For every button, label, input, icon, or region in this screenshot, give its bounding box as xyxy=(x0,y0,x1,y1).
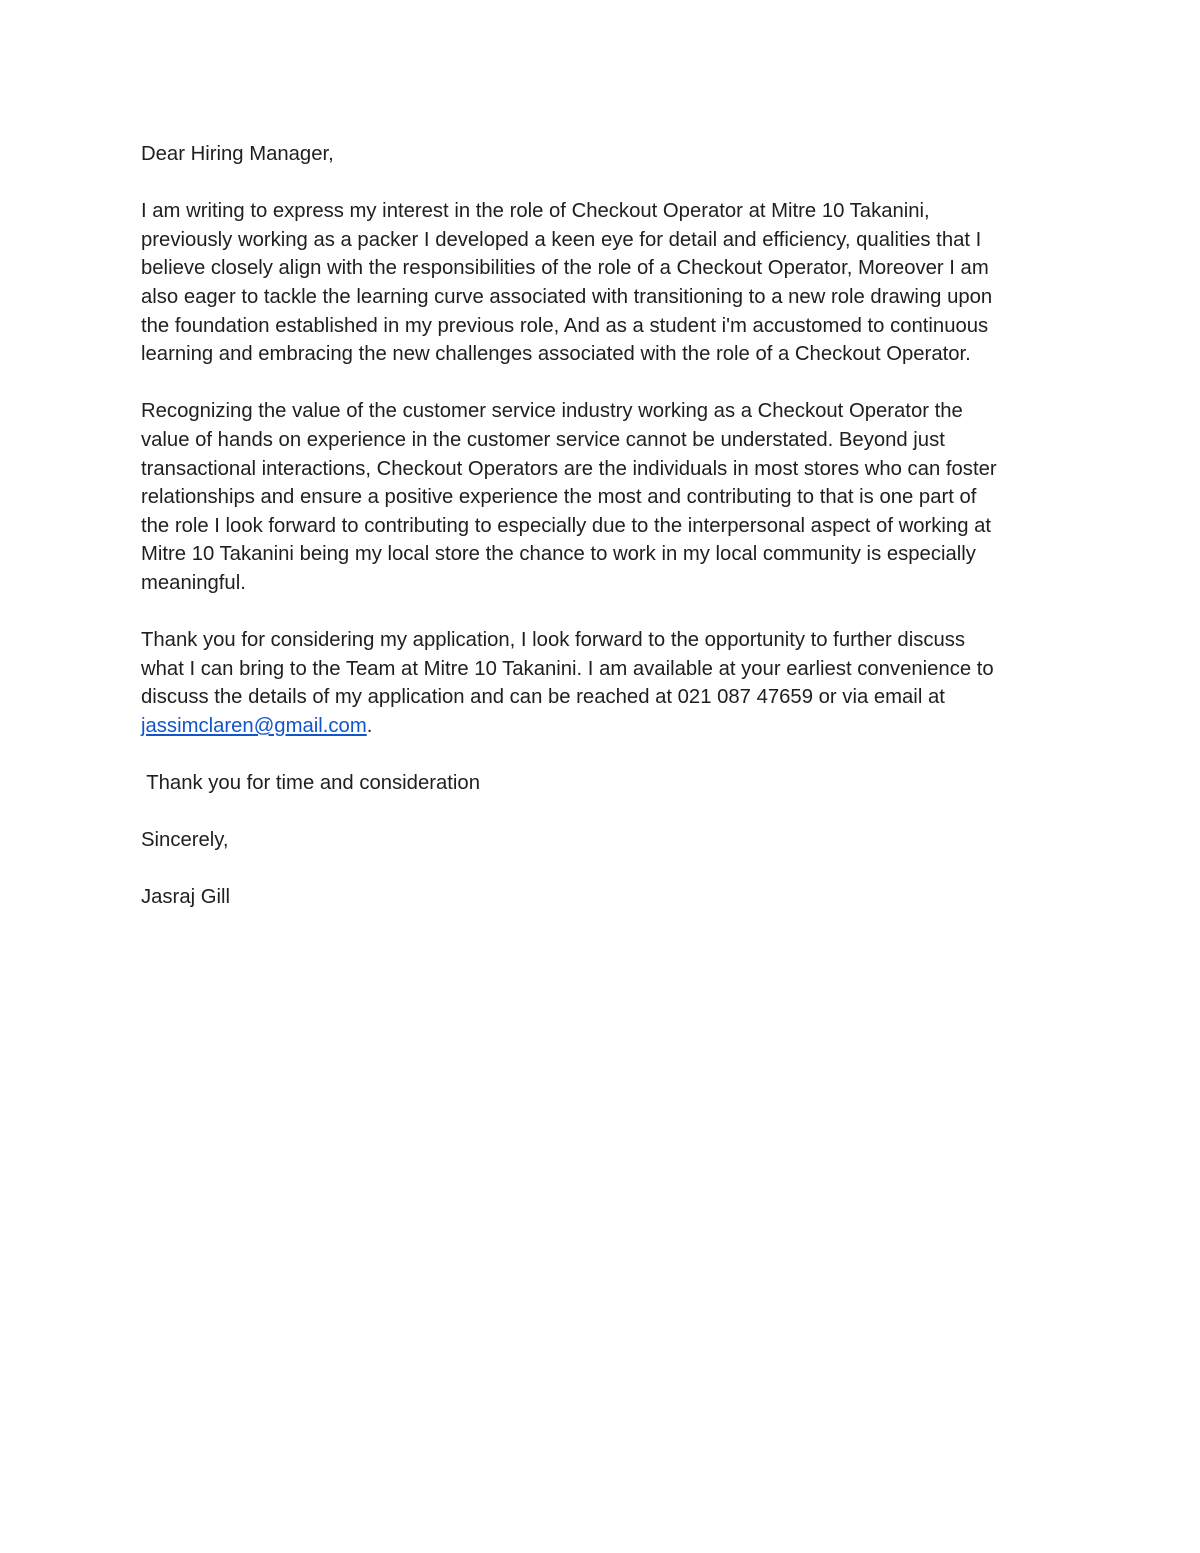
paragraph-spacer xyxy=(141,169,1066,198)
paragraph-line: Thank you for considering my application, I look forward to the opportunity to further discuss xyxy=(141,629,966,652)
paragraph-line: believe closely align with the responsibilities of the role of a Checkout Operator, Moreover I am xyxy=(141,257,989,280)
paragraph-line: Mitre 10 Takanini being my local store the chance to work in my local community is especially xyxy=(141,543,976,566)
paragraph-spacer xyxy=(141,369,1066,398)
thanks-line: Thank you for time and consideration xyxy=(141,772,480,795)
paragraph-line: Recognizing the value of the customer service industry working as a Checkout Operator the xyxy=(141,400,963,423)
paragraph-line: the foundation established in my previous role, And as a student i'm accustomed to continuous xyxy=(141,314,989,337)
paragraph-line: transactional interactions, Checkout Operators are the individuals in most stores who can foster xyxy=(141,457,997,480)
cover-letter xyxy=(141,140,1066,912)
email-link[interactable]: jassimclaren@gmail.com xyxy=(141,714,367,737)
paragraph-spacer xyxy=(141,740,1066,769)
salutation: Dear Hiring Manager, xyxy=(141,143,334,165)
paragraph-line: also eager to tackle the learning curve associated with transitioning to a new role drawing upon xyxy=(141,285,993,308)
email-trailing-period: . xyxy=(366,714,373,737)
paragraph-line: meaningful. xyxy=(141,571,246,594)
paragraph-customer-service xyxy=(141,397,1066,597)
paragraph-contact xyxy=(141,626,1066,740)
paragraph-line: I am writing to express my interest in the role of Checkout Operator at Mitre 10 Takanini, xyxy=(141,200,930,223)
paragraph-line: what I can bring to the Team at Mitre 10 Takanini. I am available at your earliest convenience to xyxy=(141,657,994,680)
paragraph-line: relationships and ensure a positive experience the most and contributing to that is one part of xyxy=(141,486,977,509)
paragraph-spacer xyxy=(141,798,1066,827)
email-line xyxy=(141,712,1066,741)
paragraph-spacer xyxy=(141,598,1066,627)
closing: Sincerely, xyxy=(141,829,229,852)
paragraph-interest xyxy=(141,197,1066,369)
paragraph-line: previously working as a packer I developed a keen eye for detail and efficiency, qualities that I xyxy=(141,228,982,251)
paragraph-line: the role I look forward to contributing to especially due to the interpersonal aspect of working at xyxy=(141,514,992,537)
signature-name: Jasraj Gill xyxy=(141,886,231,909)
paragraph-line: discuss the details of my application and can be reached at 021 087 47659 or via email at xyxy=(141,686,945,709)
paragraph-line: learning and embracing the new challenges associated with the role of a Checkout Operator. xyxy=(141,343,971,366)
paragraph-line: value of hands on experience in the customer service cannot be understated. Beyond just xyxy=(141,428,945,451)
paragraph-spacer xyxy=(141,855,1066,884)
